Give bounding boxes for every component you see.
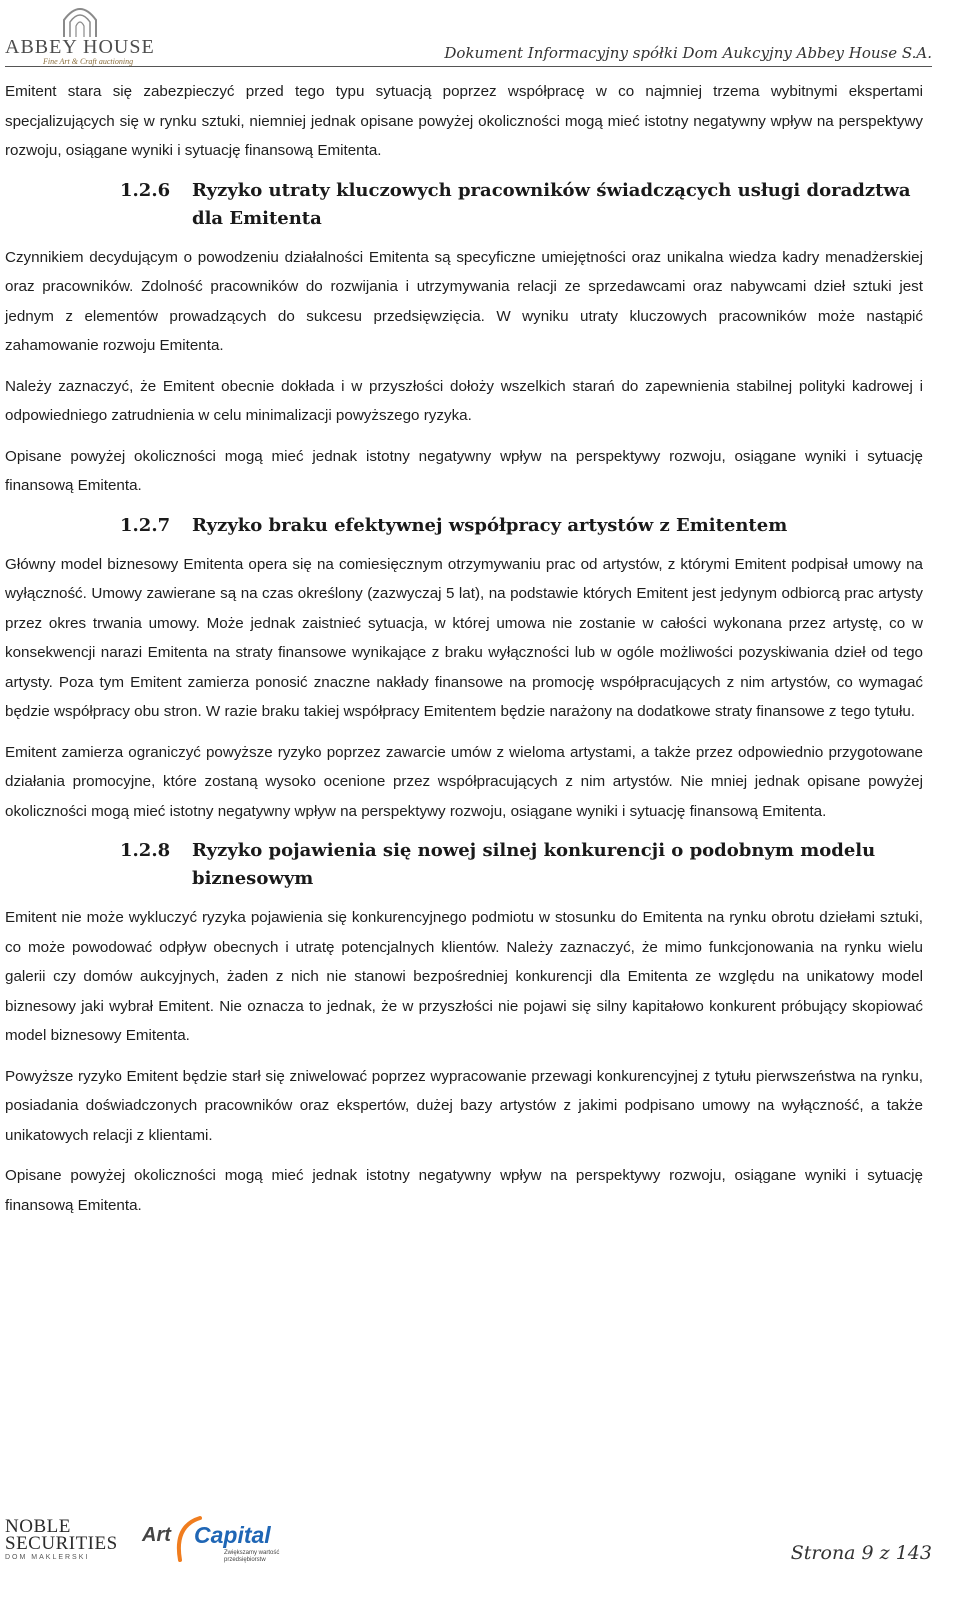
document-title: Dokument Informacyjny spółki Dom Aukcyjny Abbey House S.A. [444, 44, 932, 62]
paragraph: Emitent zamierza ograniczyć powyższe ryzyko poprzez zawarcie umów z wieloma artystami, a także przez odpowiednio przygotowane działania promocyjne, które zostaną wysoko ocenione przez współpracujących z nim artystów. Nie mniej jednak opisane powyżej okoliczności mogą mieć istotny negatywny wpływ na perspektywy rozwoju, osiągane wyniki i sytuację finansową Emitenta. [5, 743, 923, 820]
abbey-house-logo [5, 2, 180, 64]
art-capital-capital: Capital [194, 1522, 271, 1548]
paragraph: Opisane powyżej okoliczności mogą mieć jednak istotny negatywny wpływ na perspektywy rozwoju, osiągane wyniki i sytuację finansową Emitenta. [5, 1167, 923, 1214]
art-capital-art: Art [142, 1524, 171, 1546]
document-body [5, 77, 923, 1231]
paragraph: Należy zaznaczyć, że Emitent obecnie dokłada i w przyszłości dołoży wszelkich starań do zapewnienia stabilnej polityki kadrowej i odpowiedniego zatrudnienia w celu minimalizacji powyższego ryzyka. [5, 377, 923, 424]
page-footer [0, 1500, 960, 1623]
abbey-house-arch-logo-icon [60, 2, 100, 38]
section-heading-1-2-6 [5, 177, 923, 233]
page-number: Strona 9 z 143 [790, 1542, 932, 1564]
section-number: 1.2.6 [120, 179, 171, 201]
section-title: Ryzyko utraty kluczowych pracowników świadczących usługi doradztwa dla Emitenta [192, 179, 911, 229]
paragraph: Główny model biznesowy Emitenta opera się na comiesięcznym otrzymywaniu prac od artystów, z którymi Emitent podpisał umowy na wyłączność. Umowy zawierane są na czas określony (zazwyczaj 5 lat), na podstawie których Emitent jest jedynym odbiorcą prac artysty przez okres trwania umowy. Może jednak zaistnieć sytuacja, w której umowa nie zostanie w całości wykonana przez artystę, co w konsekwencji narazi Emitenta na straty finansowe wynikające z braku wyłączności lub w ogóle możliwości pozyskiwania dzieł od tego artysty. Poza tym Emitent zamierza ponosić znaczne nakłady finansowe na promocję współpracujących z nim artystów, co wymagać będzie współpracy obu stron. W razie braku takiej współpracy Emitentem będzie narażony na dodatkowe straty finansowe z tego tytułu. [5, 555, 923, 720]
paragraph: Emitent nie może wykluczyć ryzyka pojawienia się konkurencyjnego podmiotu w stosunku do Emitenta na rynku obrotu dziełami sztuki, co może powodować odpływ obecnych i utratę potencjalnych klientów. Należy zaznaczyć, że mimo funkcjonowania na rynku wielu galerii czy domów aukcyjnych, żaden z nich nie stanowi bezpośredniej konkurencji dla Emitenta ze względu na unikatowy model biznesowy jaki wybrał Emitent. Nie oznacza to jednak, że w przyszłości nie pojawi się silny kapitałowo konkurent próbujący skopiować model biznesowy Emitenta. [5, 909, 923, 1044]
page-header [0, 0, 960, 70]
section-number: 1.2.7 [120, 514, 171, 536]
art-capital-logo [142, 1510, 282, 1570]
paragraph: Czynnikiem decydującym o powodzeniu działalności Emitenta są specyficzne umiejętności oraz unikalna wiedza kadry menadżerskiej oraz pracowników. Zdolność pracowników do rozwijania i utrzymywania relacji ze sprzedawcami oraz nabywcami dzieł sztuki jest jednym z elementów prowadzących do sukcesu przedsięwzięcia. W wyniku utraty kluczowych pracowników może nastąpić zahamowanie rozwoju Emitenta. [5, 248, 923, 354]
paragraph: Powyższe ryzyko Emitent będzie starł się zniwelować poprzez wypracowanie przewagi konkurencyjnej z tytułu pierwszeństwa na rynku, posiadania doświadczonych pracowników oraz ekspertów, dużej bazy artystów z jakimi podpisano umowy na wyłączność, a także unikatowych relacji z klientami. [5, 1067, 923, 1144]
section-heading-1-2-8 [5, 837, 923, 893]
logo-name: ABBEY HOUSE [5, 36, 155, 58]
header-divider [5, 66, 932, 67]
section-heading-1-2-7 [5, 512, 923, 540]
noble-logo-line2: SECURITIES [5, 1533, 118, 1554]
section-title: Ryzyko pojawienia się nowej silnej konkurencji o podobnym modelu biznesowym [192, 840, 876, 889]
paragraph: Opisane powyżej okoliczności mogą mieć jednak istotny negatywny wpływ na perspektywy rozwoju, osiągane wyniki i sytuację finansową Emitenta. [5, 447, 923, 494]
logo-tagline: Fine Art & Craft auctioning [43, 57, 134, 66]
noble-logo-subtitle: DOM MAKLERSKI [5, 1554, 90, 1561]
art-capital-tagline: Zwiększamy wartość przedsiębiorstw [224, 1550, 280, 1563]
paragraph-intro: Emitent stara się zabezpieczyć przed tego typu sytuacją poprzez współpracę w co najmniej trzema wybitnymi ekspertami specjalizujących się w rynku sztuki, niemniej jednak opisane powyżej okoliczności mogą mieć istotny negatywny wpływ na perspektywy rozwoju, osiągane wyniki i sytuację finansową Emitenta. [5, 83, 923, 159]
section-number: 1.2.8 [120, 840, 171, 861]
noble-securities-logo [5, 1518, 130, 1561]
section-title: Ryzyko braku efektywnej współpracy artystów z Emitentem [192, 514, 788, 536]
noble-logo-line1: NOBLE [5, 1516, 71, 1537]
